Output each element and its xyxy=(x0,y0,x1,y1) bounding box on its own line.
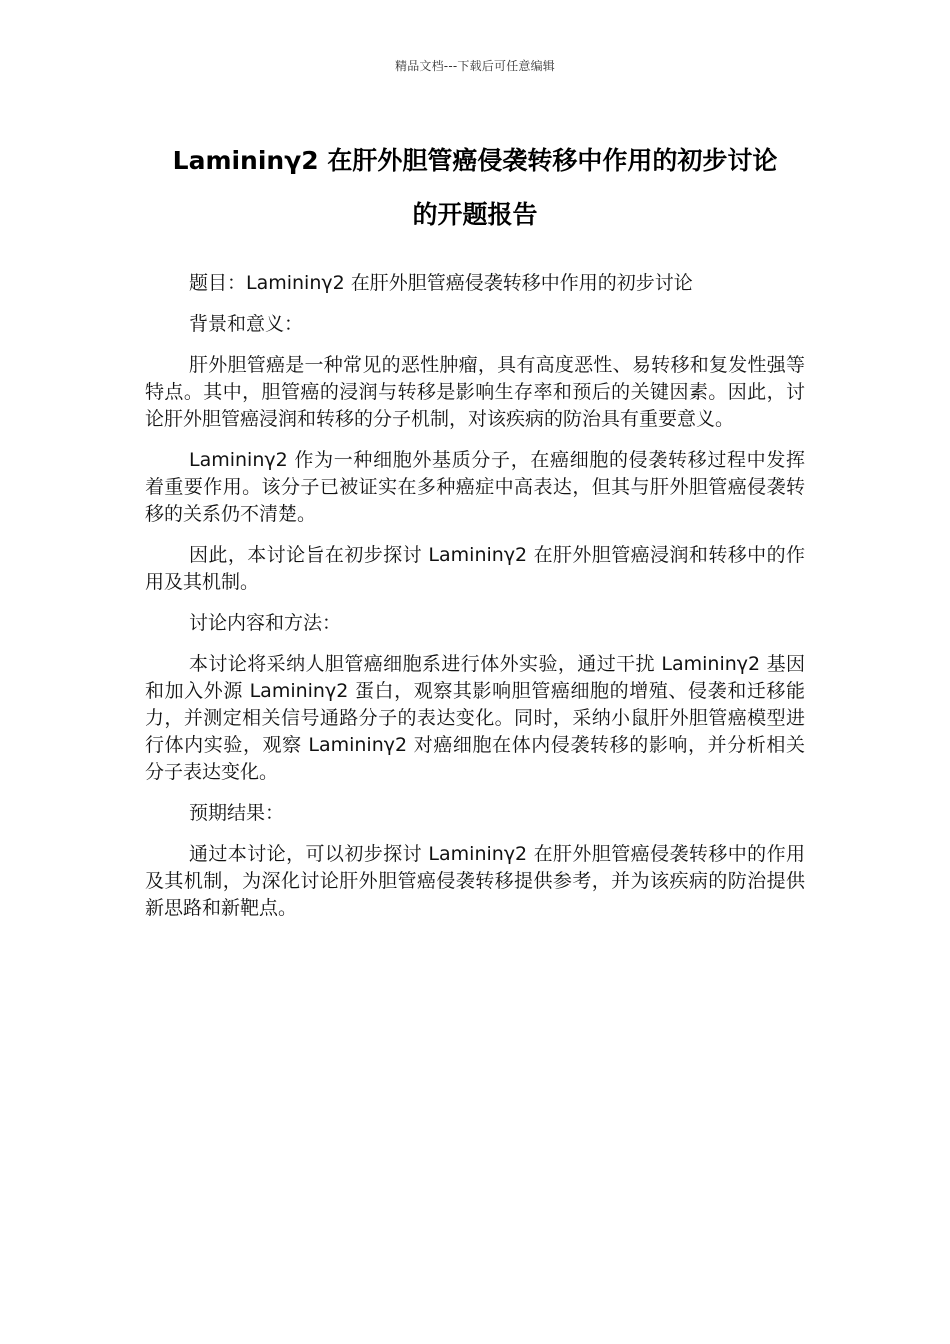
paragraph-background-heading: 背景和意义： xyxy=(189,313,304,335)
paragraph-background-2: Lamininγ2 作为一种细胞外基质分子，在癌细胞的侵袭转移过程中发挥着重要作用。该分子已被证实在多种癌症中高表达，但其与肝外胆管癌侵袭转移的关系仍不清楚。 xyxy=(145,449,805,525)
title-line-1: Lamininγ2 在肝外胆管癌侵袭转移中作用的初步讨论 xyxy=(172,146,778,175)
paragraph-background-1: 肝外胆管癌是一种常见的恶性肿瘤，具有高度恶性、易转移和复发性强等特点。其中，胆管癌的浸润与转移是影响生存率和预后的关键因素。因此，讨论肝外胆管癌浸润和转移的分子机制，对该疾病的防治具有重要意义。 xyxy=(145,354,805,430)
paragraph-results-heading: 预期结果： xyxy=(189,802,285,824)
paragraph-results: 通过本讨论，可以初步探讨 Lamininγ2 在肝外胆管癌侵袭转移中的作用及其机制，为深化讨论肝外胆管癌侵袭转移提供参考，并为该疾病的防治提供新思路和新靶点。 xyxy=(145,843,805,919)
document-title xyxy=(120,134,830,242)
header-note: 精品文档---下载后可任意编辑 xyxy=(395,59,555,73)
paragraph-methods-heading: 讨论内容和方法： xyxy=(189,612,342,634)
paragraph-topic: 题目：Lamininγ2 在肝外胆管癌侵袭转移中作用的初步讨论 xyxy=(189,272,693,294)
paragraph-aim: 因此，本讨论旨在初步探讨 Lamininγ2 在肝外胆管癌浸润和转移中的作用及其机制。 xyxy=(145,544,805,593)
title-line-2: 的开题报告 xyxy=(412,200,538,229)
document-body xyxy=(145,270,805,936)
paragraph-methods: 本讨论将采纳人胆管癌细胞系进行体外实验，通过干扰 Lamininγ2 基因和加入外源 Lamininγ2 蛋白，观察其影响胆管癌细胞的增殖、侵袭和迁移能力，并测定相关信号通路分子的表达变化。同时，采纳小鼠肝外胆管癌模型进行体内实验，观察 Lamininγ2 对癌细胞在体内侵袭转移的影响，并分析相关分子表达变化。 xyxy=(145,653,805,783)
